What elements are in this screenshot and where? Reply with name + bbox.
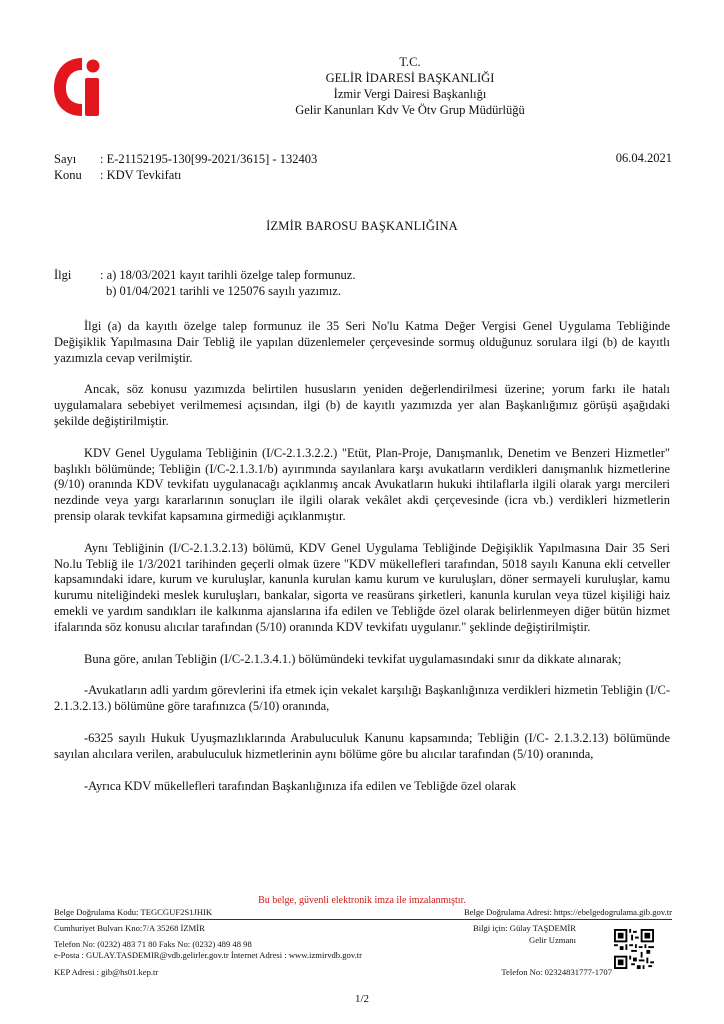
ilgi-label: İlgi — [54, 268, 72, 282]
konu-row — [54, 167, 181, 183]
paragraph: -6325 sayılı Hukuk Uyuşmazlıklarında Arabuluculuk Kanunu kapsamında; Tebliğin (I/C- 2.1.3.2.13) bölümünde sayılan alıcılara verilen, arabuluculuk hizmetlerinin aynı bölüme göre bu alıcılar tarafından (5/10) oranında, — [54, 730, 670, 761]
paragraph: -Avukatların adli yardım görevlerini ifa etmek için vekalet karşılığı Başkanlığınıza verdikleri hizmetin Tebliğin (I/C-2.1.3.2.13.) bölümüne göre tarafınızca (5/10) oranında, — [54, 683, 670, 714]
sayi-label: Sayı — [54, 152, 77, 166]
footer-phone: Telefon No: (0232) 483 71 80 Faks No: (0232) 489 48 98 — [54, 939, 252, 949]
info-title: Gelir Uzmanı — [528, 935, 576, 945]
gelir-idaresi-logo — [52, 54, 104, 120]
header-line-1: T.C. — [399, 55, 421, 69]
footer-email[interactable]: e-Posta : GULAY.TASDEMIR@vdb.gelirler.gov.tr İnternet Adresi : www.izmirvdb.gov.tr — [54, 950, 362, 960]
header-line-2: GELİR İDARESİ BAŞKANLIĞI — [325, 71, 495, 85]
paragraph: İlgi (a) da kayıtlı özelge talep formunuz ile 35 Seri No'lu Katma Değer Vergisi Genel Uygulama Tebliğinde Değişiklik Yapılmasına Dair Tebliğ ile yapılan düzenlemeler çerçevesinde sormuş olduğunuz sorulara ilgi (b) de kayıtlı yazımızla cevap verilmiştir. — [54, 319, 670, 365]
paragraph: Buna göre, anılan Tebliğin (I/C-2.1.3.4.1.) bölümündeki tevkifat uygulamasındaki sınır da dikkate alınarak; — [84, 651, 622, 666]
paragraph: -Ayrıca KDV mükellefleri tarafından Başkanlığınıza ifa edilen ve Tebliğde özel olarak — [84, 778, 517, 793]
e-signature-notice: Bu belge, güvenli elektronik imza ile imzalanmıştır. — [258, 895, 466, 906]
footer-kep: KEP Adresi : gib@hs01.kep.tr — [54, 967, 159, 977]
ilgi-block — [54, 267, 355, 299]
header-line-3: İzmir Vergi Dairesi Başkanlığı — [333, 87, 487, 101]
qr-code-icon — [614, 929, 654, 969]
footer-divider — [54, 919, 672, 920]
letter-body — [54, 319, 670, 810]
sayi-value: : E-21152195-130[99-2021/3615] - 132403 — [100, 152, 318, 166]
verify-code: Belge Doğrulama Kodu: TEGCGUF2S1JHIK — [54, 907, 213, 917]
paragraph: Ancak, söz konusu yazımızda belirtilen hususların yeniden değerlendirilmesi üzerine; yorum farkı ile hatalı uygulamalara sebebiyet verilmemesi açısından, ilgi (b) de kayıtlı yazımızda yer alan Başkanlığımız görüşü aşağıdaki şekilde değiştirilmiştir. — [54, 382, 670, 428]
sayi-row — [54, 151, 317, 167]
info-phone: Telefon No: 02324831777-1707 — [501, 967, 612, 977]
info-name: Bilgi için: Gülay TAŞDEMİR — [473, 923, 576, 933]
footer-address: Cumhuriyet Bulvarı Kno:7/A 35268 İZMİR — [54, 923, 205, 933]
konu-value: : KDV Tevkifatı — [100, 168, 182, 182]
document-date: 06.04.2021 — [615, 151, 672, 165]
paragraph: Aynı Tebliğinin (I/C-2.1.3.2.13) bölümü, KDV Genel Uygulama Tebliğinde Değişiklik Yapılmasına Dair 35 Seri No.lu Tebliğ ile 1/3/2021 tarihinden geçerli olmak üzere "KDV mükellefleri tarafından, 5018 sayılı Kanuna ekli cetveller kapsamındaki idare, kurum ve kuruluşlar, kanunla kurulan kamu kurum ve kuruluşları, döner sermayeli kuruluşlar, kamu kurumu niteliğindeki meslek kuruluşları, bankalar, sigorta ve reasürans şirketleri, kanunla kurulan veya tüzel kişiliği haiz emekli ve yardım sandıkları ile kalkınma ajanslarına ifa edilen ve Tebliğde özel olarak belirlenmeyen diğer bütün hizmet ifalarında söz konusu alıcılar tarafından (5/10) oranında KDV tevkifatı uygulanır." şeklinde değiştirilmiştir. — [54, 540, 670, 634]
organization-header — [140, 54, 680, 118]
verify-address[interactable]: Belge Doğrulama Adresi: https://ebelgedogrulama.gib.gov.tr — [463, 907, 672, 917]
konu-label: Konu — [54, 168, 82, 182]
ilgi-b: b) 01/04/2021 tarihli ve 125076 sayılı yazımız. — [106, 284, 342, 298]
page-number: 1/2 — [354, 993, 370, 1005]
header-line-4: Gelir Kanunları Kdv Ve Ötv Grup Müdürlüğü — [295, 103, 525, 117]
paragraph: KDV Genel Uygulama Tebliğinin (I/C-2.1.3.2.2.) "Etüt, Plan-Proje, Danışmanlık, Denetim ve Benzeri Hizmetler" başlıklı bölümünde; Tebliğin (I/C-2.1.3.1/b) ayırımında sayılanlara karşı avukatların verdikleri danışmanlık hizmetlerine (9/10) oranında KDV tevkifatı uygulanacağı açıklanmış ancak Avukatların hukuki ihtilaflarla ilgili olarak yargı mercileri nezdinde veya yargı kararlarının sonuçları ile ilgili olarak vekâlet akdi çerçevesinde (icra vb.) verdikleri hizmetlerin prensip olarak tevkifat kapsamına girmediği açıklanmıştır. — [54, 445, 670, 523]
ilgi-a: : a) 18/03/2021 kayıt tarihli özelge talep formunuz. — [100, 268, 356, 282]
recipient-title: İZMİR BAROSU BAŞKANLIĞINA — [266, 219, 458, 233]
